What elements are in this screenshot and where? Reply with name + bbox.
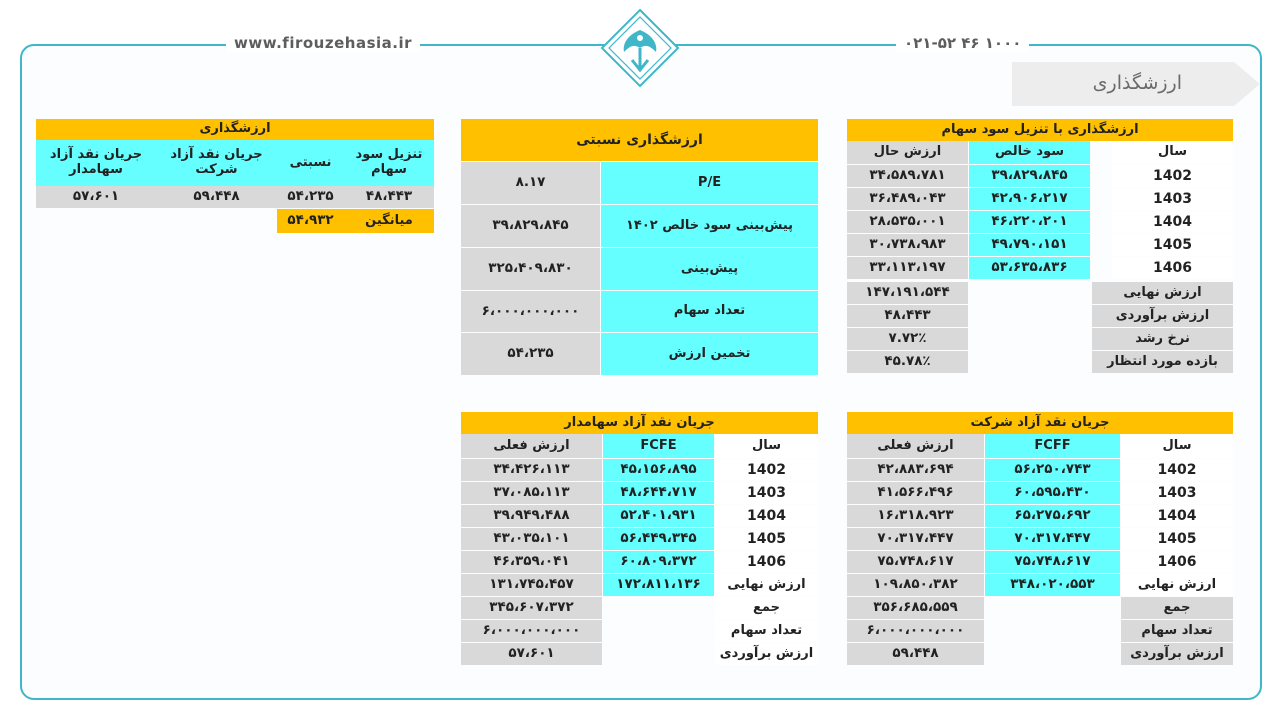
fcfe-pv: ۳۷،۰۸۵،۱۱۳ (461, 482, 602, 504)
fcfe-table (461, 412, 818, 668)
fcfe-flow: ۵۲،۴۰۱،۹۳۱ (603, 505, 714, 527)
fcff-terminal-flow: ۳۴۸،۰۲۰،۵۵۳ (985, 574, 1120, 596)
fcfe-terminal-pv: ۱۳۱،۷۴۵،۴۵۷ (461, 574, 602, 596)
ddm-table (847, 119, 1233, 375)
fcfe-year: 1406 (715, 551, 818, 573)
fcfe-pv: ۴۳،۰۳۵،۱۰۱ (461, 528, 602, 550)
ddm-pv: ۳۰،۷۳۸،۹۸۳ (847, 234, 968, 256)
relative-valuation-table (461, 119, 818, 375)
fcfe-flow: ۴۸،۶۴۴،۷۱۷ (603, 482, 714, 504)
fcfe-header-year: سال (715, 434, 818, 458)
fcff-flow: ۷۵،۷۴۸،۶۱۷ (985, 551, 1120, 573)
fcff-label-sum: جمع (1121, 597, 1233, 619)
fcfe-value-sum: ۳۴۵،۶۰۷،۳۷۲ (461, 597, 602, 619)
fcfe-value-estimate: ۵۷،۶۰۱ (461, 643, 602, 665)
fcfe-terminal-flow: ۱۷۲،۸۱۱،۱۳۶ (603, 574, 714, 596)
ddm-label-terminal: ارزش نهایی (1092, 282, 1233, 304)
page-title-arrow (1234, 62, 1260, 106)
summary-title: ارزشگذاری (36, 119, 434, 140)
ddm-pv: ۳۶،۴۸۹،۰۴۳ (847, 188, 968, 210)
fcff-year: 1405 (1121, 528, 1233, 550)
ddm-year: 1403 (1112, 188, 1233, 210)
ddm-profit: ۵۳،۶۳۵،۸۳۶ (969, 257, 1090, 279)
fcfe-value-shares: ۶،۰۰۰،۰۰۰،۰۰۰ (461, 620, 602, 642)
relative-label-forecast: پیش‌بینی (601, 248, 818, 290)
average-label: میانگین (344, 209, 434, 233)
fcff-flow: ۶۰،۵۹۵،۴۳۰ (985, 482, 1120, 504)
relative-label-forecast-profit: پیش‌بینی سود خالص ۱۴۰۲ (601, 205, 818, 247)
summary-value-relative: ۵۴،۲۳۵ (277, 186, 344, 208)
fcff-flow: ۵۶،۲۵۰،۷۴۳ (985, 459, 1120, 481)
fcff-year: 1402 (1121, 459, 1233, 481)
fcfe-terminal-label: ارزش نهایی (715, 574, 818, 596)
fcff-year: 1404 (1121, 505, 1233, 527)
relative-title: ارزشگذاری نسبتی (461, 119, 818, 161)
fcff-year: 1403 (1121, 482, 1233, 504)
ddm-pv: ۳۴،۵۸۹،۷۸۱ (847, 165, 968, 187)
fcff-pv: ۱۶،۳۱۸،۹۲۳ (847, 505, 984, 527)
ddm-value-growth: ۷.۷۲٪ (847, 328, 968, 350)
fcfe-pv: ۳۴،۴۲۶،۱۱۳ (461, 459, 602, 481)
ddm-value-terminal: ۱۴۷،۱۹۱،۵۴۴ (847, 282, 968, 304)
fcff-table (847, 412, 1233, 668)
ddm-pv: ۳۳،۱۱۳،۱۹۷ (847, 257, 968, 279)
ddm-value-estimate: ۴۸،۴۴۳ (847, 305, 968, 327)
ddm-title: ارزشگذاری با تنزیل سود سهام (847, 119, 1233, 141)
summary-table (36, 119, 434, 235)
relative-label-pe: P/E (601, 162, 818, 204)
fcfe-year: 1405 (715, 528, 818, 550)
ddm-header-year: سال (1112, 141, 1233, 164)
summary-header-fcfe: جریان نقد آزاد سهامدار (36, 140, 156, 186)
relative-value-forecast: ۳۲۵،۴۰۹،۸۳۰ (461, 248, 600, 290)
summary-header-relative: نسبتی (277, 140, 344, 186)
fcfe-flow: ۵۶،۴۴۹،۳۴۵ (603, 528, 714, 550)
fcfe-label-sum: جمع (715, 597, 818, 619)
summary-value-fcfe: ۵۷،۶۰۱ (36, 186, 156, 208)
ddm-year: 1404 (1112, 211, 1233, 233)
fcfe-label-shares: تعداد سهام (715, 620, 818, 642)
website-url: www.firouzehasia.ir (226, 34, 420, 52)
fcfe-year: 1404 (715, 505, 818, 527)
ddm-year: 1405 (1112, 234, 1233, 256)
ddm-profit: ۳۹،۸۲۹،۸۴۵ (969, 165, 1090, 187)
fcfe-flow: ۴۵،۱۵۶،۸۹۵ (603, 459, 714, 481)
fcfe-pv: ۴۶،۳۵۹،۰۴۱ (461, 551, 602, 573)
summary-header-ddm: تنزیل سود سهام (344, 140, 434, 186)
fcff-flow: ۶۵،۲۷۵،۶۹۲ (985, 505, 1120, 527)
fcfe-pv: ۳۹،۹۴۹،۴۸۸ (461, 505, 602, 527)
fcfe-header-flow: FCFE (603, 434, 714, 458)
fcff-flow: ۷۰،۳۱۷،۴۴۷ (985, 528, 1120, 550)
company-logo-icon (600, 8, 680, 88)
relative-label-shares: تعداد سهام (601, 291, 818, 332)
summary-value-fcff: ۵۹،۴۴۸ (156, 186, 277, 208)
ddm-profit: ۴۹،۷۹۰،۱۵۱ (969, 234, 1090, 256)
summary-header-fcff: جریان نقد آزاد شرکت (156, 140, 277, 186)
ddm-header-profit: سود خالص (969, 141, 1090, 164)
ddm-pv: ۲۸،۵۳۵،۰۰۱ (847, 211, 968, 233)
fcff-year: 1406 (1121, 551, 1233, 573)
ddm-header-pv: ارزش حال (847, 141, 968, 164)
fcfe-label-estimate: ارزش برآوردی (715, 643, 818, 665)
ddm-year: 1406 (1112, 257, 1233, 279)
summary-value-ddm: ۴۸،۴۴۳ (344, 186, 434, 208)
fcff-pv: ۷۵،۷۴۸،۶۱۷ (847, 551, 984, 573)
fcff-terminal-pv: ۱۰۹،۸۵۰،۳۸۲ (847, 574, 984, 596)
fcff-label-shares: تعداد سهام (1121, 620, 1233, 642)
fcff-pv: ۴۱،۵۶۶،۴۹۶ (847, 482, 984, 504)
fcff-pv: ۷۰،۳۱۷،۴۴۷ (847, 528, 984, 550)
ddm-label-growth: نرخ رشد (1092, 328, 1233, 350)
fcff-label-estimate: ارزش برآوردی (1121, 643, 1233, 665)
fcff-pv: ۴۲،۸۸۳،۶۹۴ (847, 459, 984, 481)
relative-value-pe: ۸.۱۷ (461, 162, 600, 204)
fcff-title: جریان نقد آزاد شرکت (847, 412, 1233, 434)
relative-value-estimate: ۵۴،۲۳۵ (461, 333, 600, 375)
fcfe-year: 1402 (715, 459, 818, 481)
fcff-value-shares: ۶،۰۰۰،۰۰۰،۰۰۰ (847, 620, 984, 642)
fcfe-header-pv: ارزش فعلی (461, 434, 602, 458)
ddm-profit: ۴۶،۲۲۰،۲۰۱ (969, 211, 1090, 233)
ddm-profit: ۴۲،۹۰۶،۲۱۷ (969, 188, 1090, 210)
fcff-terminal-label: ارزش نهایی (1121, 574, 1233, 596)
page-title: ارزشگذاری (1092, 72, 1182, 94)
fcff-value-sum: ۳۵۶،۶۸۵،۵۵۹ (847, 597, 984, 619)
ddm-year: 1402 (1112, 165, 1233, 187)
fcfe-title: جریان نقد آزاد سهامدار (461, 412, 818, 434)
relative-value-forecast-profit: ۳۹،۸۲۹،۸۴۵ (461, 205, 600, 247)
fcfe-year: 1403 (715, 482, 818, 504)
fcff-value-estimate: ۵۹،۴۴۸ (847, 643, 984, 665)
phone-number: ۰۲۱-۵۲ ۴۶ ۱۰۰۰ (896, 34, 1029, 52)
fcff-header-year: سال (1121, 434, 1233, 458)
fcfe-flow: ۶۰،۸۰۹،۳۷۲ (603, 551, 714, 573)
ddm-label-estimate: ارزش برآوردی (1092, 305, 1233, 327)
ddm-label-return: بازده مورد انتظار (1092, 351, 1233, 373)
fcff-header-pv: ارزش فعلی (847, 434, 984, 458)
fcff-header-flow: FCFF (985, 434, 1120, 458)
ddm-value-return: ۴۵.۷۸٪ (847, 351, 968, 373)
relative-value-shares: ۶،۰۰۰،۰۰۰،۰۰۰ (461, 291, 600, 332)
relative-label-estimate: تخمین ارزش (601, 333, 818, 375)
average-value: ۵۴،۹۳۲ (277, 209, 344, 233)
